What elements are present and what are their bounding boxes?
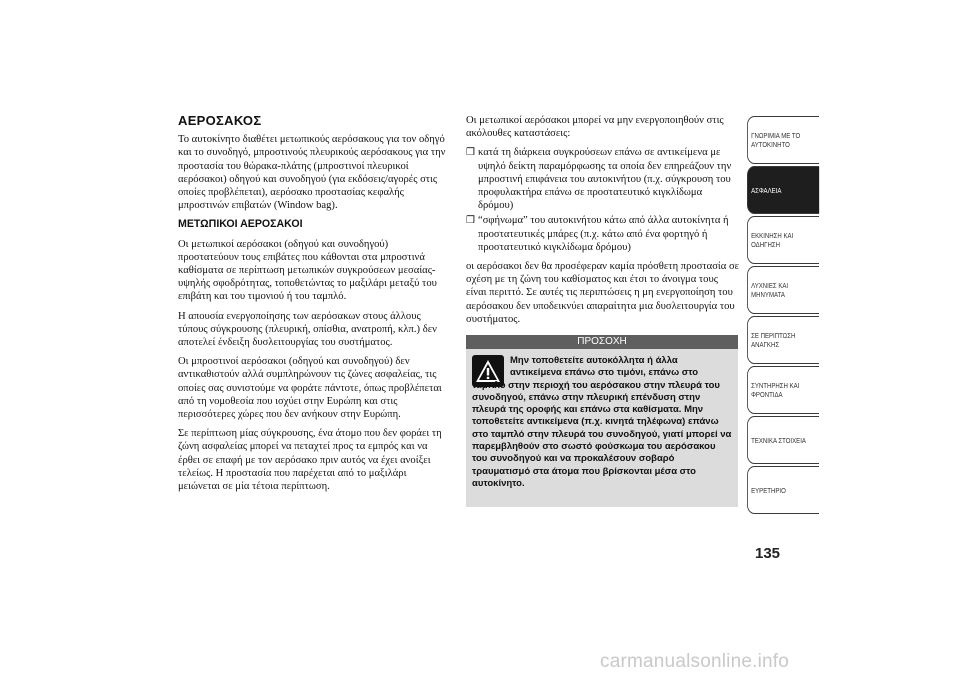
- warning-text-rest: ταμπλό στην περιοχή του αερόσακου στην πλευρά του συνοδηγού, επάνω στην πλευρική επένδυση στην πλευρά της οροφής και επάνω στα καθίσματα. Μην τοποθετείτε αντικείμενα (π.χ. κινητά τηλέφωνα) επάνω στο ταμπλό στην πλευρά του συνοδηγού, γιατί μπορεί να παρεμβληθούν στο σωστό φούσκωμα του αερόσακου του συνοδηγού και να προκαλέσουν σοβαρό τραυματισμό στα άτομα που βρίσκονται μέσα στο αυτοκίνητο.: [472, 379, 732, 489]
- list-item: [466, 214, 740, 254]
- tab-label: ΓΝΩΡΙΜΙΑ ΜΕ ΤΟ ΑΥΤΟΚΙΝΗΤΟ: [751, 131, 801, 149]
- warning-title: ΠΡΟΣΟΧΗ: [466, 335, 738, 349]
- list-item-text: “σφήνωμα” του αυτοκινήτου κάτω από άλλα αυτοκίνητα ή προστατευτικές μπάρες (π.χ. κάτω από ένα φορτηγό ή προστατευτικό κιγκλίδωμα δρόμου): [478, 215, 729, 253]
- warning-text: [472, 355, 732, 490]
- list-item-text: κατά τη διάρκεια συγκρούσεων επάνω σε αντικείμενα με υψηλό δείκτη παραμόρφωσης τα οποία δεν επηρεάζουν την μπροστινή επιφάνεια του αυτοκινήτου (π.χ. σύγκρουση του προφυλακτήρα επάνω σε προστατευτικό κιγκλίδωμα δρόμου): [478, 147, 732, 212]
- tab-safety[interactable]: [747, 166, 819, 214]
- paragraph: Οι μετωπικοί αερόσακοι (οδηγού και συνοδηγού) προστατεύουν τους επιβάτες που κάθονται στα μπροστινά καθίσματα σε περίπτωση μετωπικών συγκρούσεων μεσαίας-υψηλής σφοδρότητας, τοποθετώντας το μαξιλάρι μεταξύ του επιβάτη και του τιμονιού ή του ταμπλό.: [178, 238, 437, 303]
- closing-paragraph: οι αερόσακοι δεν θα προσέφεραν καμία πρόσθετη προστασία σε σχέση με τη ζώνη του καθίσματος και έτσι το άνοιγμα τους είναι περιττό. Σε αυτές τις περιπτώσεις η μη ενεργοποίηση του αερόσακου δεν υποδεικνύει απαραίτητα μια δυσλειτουργία του συστήματος.: [466, 261, 740, 325]
- page-number: 135: [755, 545, 781, 562]
- paragraph: Οι μπροστινοί αερόσακοι (οδηγού και συνοδηγού) δεν αντικαθιστούν αλλά συμπληρώνουν τις ζώνες ασφαλείας, τις οποίες σας συνιστούμε να φοράτε πάντοτε, όπως προβλέπεται από τη νομοθεσία που ισχύει στην Ευρώπη και στις περισσότερες χώρες που δεν ανήκουν στην Ευρώπη.: [178, 356, 442, 421]
- tab-label: ΑΣΦΑΛΕΙΑ: [751, 185, 782, 195]
- right-column: [466, 114, 740, 332]
- chapter-tabs: [747, 116, 819, 516]
- list-item: [466, 146, 740, 212]
- watermark: carmanualsonline.info: [600, 651, 790, 672]
- tab-label: ΕΥΡΕΤΗΡΙΟ: [751, 485, 786, 495]
- tab-warning-lights[interactable]: [747, 266, 819, 314]
- tab-label: ΕΚΚΙΝΗΣΗ ΚΑΙ ΟΔΗΓΗΣΗ: [751, 231, 794, 249]
- checkbox-bullet-icon: ❒: [466, 147, 475, 159]
- tab-label: ΣΥΝΤΗΡΗΣΗ ΚΑΙ ΦΡΟΝΤΙΔΑ: [751, 381, 800, 399]
- paragraph: Σε περίπτωση μίας σύγκρουσης, ένα άτομο που δεν φοράει τη ζώνη ασφαλείας μπορεί να πεταχτεί προς τα εμπρός και να έρθει σε επαφή με τον αερόσακο πριν αυτός να έχει ανοίξει τελείως. Η προστασία που παρέχεται από το μαξιλάρι μειώνεται σε μία τέτοια περίπτωση.: [178, 428, 442, 493]
- tab-index[interactable]: [747, 466, 819, 514]
- warning-text-indented: Μην τοποθετείτε αυτοκόλλητα ή άλλα αντικείμενα επάνω στο τιμόνι, επάνω στο: [510, 355, 699, 379]
- warning-box: [466, 335, 738, 507]
- paragraph: Η απουσία ενεργοποίησης των αερόσακων στους άλλους τύπους σύγκρουσης (πλευρική, οπίσθια, ανατροπή, κλπ.) δεν αποτελεί ένδειξη δυσλειτουργίας του συστήματος.: [178, 310, 437, 349]
- section-heading: ΑΕΡΟΣΑΚΟΣ: [178, 113, 262, 128]
- tab-maintenance[interactable]: [747, 366, 819, 414]
- tab-label: ΤΕΧΝΙΚΑ ΣΤΟΙΧΕΙΑ: [751, 435, 806, 445]
- tab-label: ΛΥΧΝΙΕΣ ΚΑΙ ΜΗΝΥΜΑΤΑ: [751, 281, 789, 299]
- tab-getting-to-know[interactable]: [747, 116, 819, 164]
- tab-label: ΣΕ ΠΕΡΙΠΤΩΣΗ ΑΝΑΓΚΗΣ: [751, 331, 796, 349]
- tab-starting-driving[interactable]: [747, 216, 819, 264]
- tab-technical-specs[interactable]: [747, 416, 819, 464]
- intro-paragraph: Το αυτοκίνητο διαθέτει μετωπικούς αερόσακους για τον οδηγό και το συνοδηγό, μπροστινούς πλευρικούς αερόσακους για την προστασία του θώρακα-πλάτης (μπροστινοί πλευρικοί αερόσακοι) οδηγού και συνοδηγού (για εκδόσεις/αγορές στις οποίες προβλέπεται), αερόσακο προστασίας κεφαλής μπροστινών επιβατών (Window bag).: [178, 134, 446, 212]
- left-column: [178, 114, 450, 499]
- subsection-heading: ΜΕΤΩΠΙΚΟΙ ΑΕΡΟΣΑΚΟΙ: [178, 218, 303, 231]
- tab-emergency[interactable]: [747, 316, 819, 364]
- checkbox-bullet-icon: ❒: [466, 215, 475, 227]
- intro-paragraph: Οι μετωπικοί αερόσακοι μπορεί να μην ενεργοποιηθούν στις ακόλουθες καταστάσεις:: [466, 115, 724, 140]
